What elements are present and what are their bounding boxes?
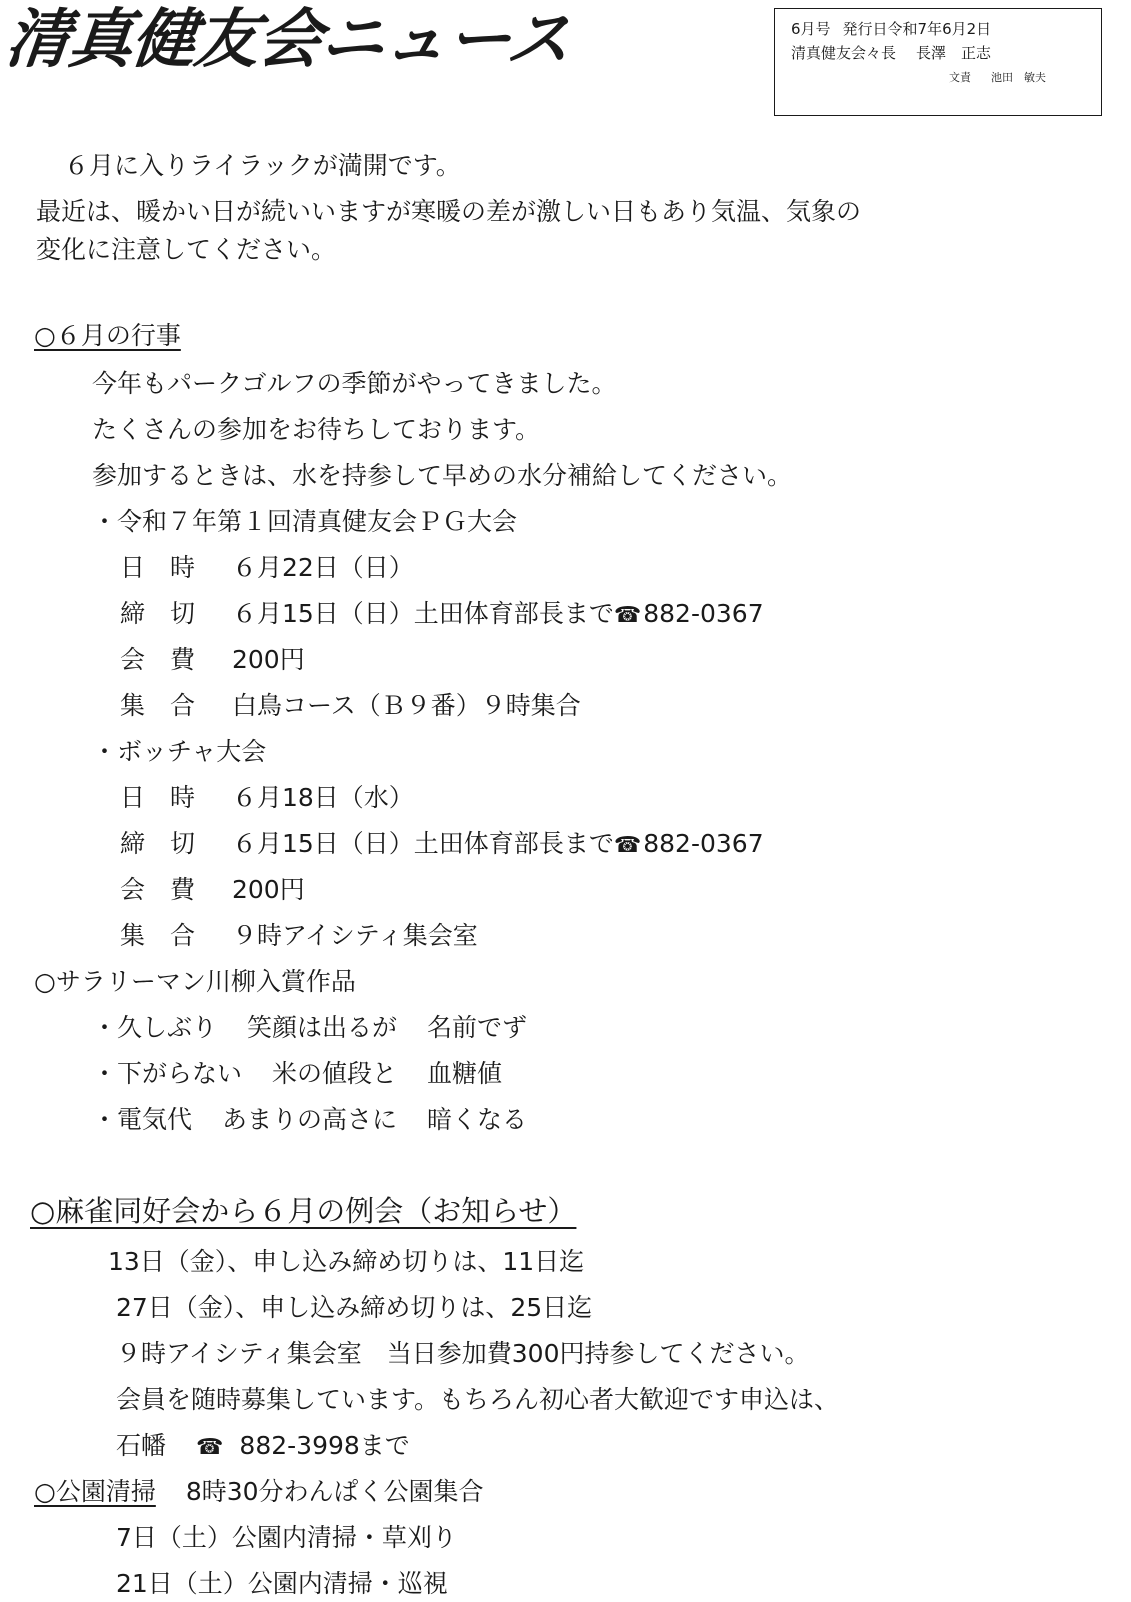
editor-line xyxy=(791,69,1101,87)
park-heading-row xyxy=(34,1479,484,1504)
bocce-phone: 882-0367 xyxy=(643,829,764,858)
pg-deadline-value: ６月15日（日）土田体育部長まで xyxy=(232,599,614,628)
senryu-phrase-2: 米の値段と xyxy=(272,1059,398,1088)
senryu-phrase-1: ・久しぶり xyxy=(92,1013,218,1042)
senryu-item xyxy=(92,1061,502,1086)
pg-date-value: ６月22日（日） xyxy=(232,553,414,582)
pg-date-row xyxy=(120,555,414,580)
pg-deadline-label: 締 切 xyxy=(120,599,196,628)
bocce-deadline-row xyxy=(120,831,764,857)
bocce-date-row xyxy=(120,785,414,810)
president-line xyxy=(791,41,1101,65)
intro-line-3: 変化に注意してください。 xyxy=(36,235,337,264)
pg-meet-label: 集 合 xyxy=(120,691,196,720)
mahjong-line-2: 27日（金）、申し込み締め切りは、25日迄 xyxy=(116,1293,593,1322)
mahjong-heading: ○麻雀同好会から６月の例会（お知らせ） xyxy=(30,1194,577,1228)
telephone-icon: ☎ xyxy=(613,603,642,628)
pg-meet-row xyxy=(120,693,581,718)
mahjong-contact-phone: 882-3998まで xyxy=(239,1431,410,1460)
bocce-fee-row xyxy=(120,877,305,902)
bocce-deadline-label: 締 切 xyxy=(120,829,196,858)
pg-phone: 882-0367 xyxy=(643,599,764,628)
telephone-icon: ☎ xyxy=(196,1435,224,1460)
pg-fee-label: 会 費 xyxy=(120,645,196,674)
pg-fee-row xyxy=(120,647,305,672)
senryu-item xyxy=(92,1015,527,1040)
bocce-meet-label: 集 合 xyxy=(120,921,196,950)
pg-meet-value: 白鳥コース（Ｂ９番）９時集合 xyxy=(232,691,581,720)
mahjong-contact-row xyxy=(116,1433,410,1459)
mahjong-line-1: 13日（金）、申し込み締め切りは、11日迄 xyxy=(108,1247,585,1276)
bocce-deadline-value: ６月15日（日）土田体育部長まで xyxy=(232,829,614,858)
june-events-paragraph-1: 今年もパークゴルフの季節がやってきました。 xyxy=(92,369,617,398)
senryu-phrase-2: あまりの高さに xyxy=(222,1105,398,1134)
issue-info-box xyxy=(774,8,1102,116)
mahjong-line-4: 会員を随時募集しています。もちろん初心者大歓迎です申込は、 xyxy=(116,1385,840,1414)
issue-number: 6月号 xyxy=(791,20,831,38)
park-line-2: 21日（土）公園内清掃・巡視 xyxy=(116,1569,448,1598)
senryu-phrase-1: ・電気代 xyxy=(92,1105,193,1134)
senryu-phrase-2: 笑顔は出るが xyxy=(247,1013,398,1042)
senryu-item xyxy=(92,1107,527,1132)
june-events-paragraph-3: 参加するときは、水を持参して早めの水分補給してください。 xyxy=(92,461,793,490)
pg-deadline-row xyxy=(120,601,764,627)
issue-date: 発行日令和7年6月2日 xyxy=(842,20,992,38)
pg-tournament-title: ・令和７年第１回清真健友会ＰＧ大会 xyxy=(92,507,518,536)
bocce-date-value: ６月18日（水） xyxy=(232,783,414,812)
senryu-phrase-3: 名前でず xyxy=(427,1013,528,1042)
park-line-1: 7日（土）公園内清掃・草刈り xyxy=(116,1523,457,1552)
bocce-date-label: 日 時 xyxy=(120,783,196,812)
intro-line-1: ６月に入りライラックが満開です。 xyxy=(64,151,461,180)
masthead-title: 清真健友会ニュース xyxy=(2,3,574,77)
senryu-phrase-1: ・下がらない xyxy=(92,1059,243,1088)
pg-fee-value: 200円 xyxy=(232,645,305,674)
editor-name: 池田 敏夫 xyxy=(991,71,1046,84)
bocce-fee-label: 会 費 xyxy=(120,875,196,904)
senryu-phrase-3: 暗くなる xyxy=(427,1105,528,1134)
editor-title: 文責 xyxy=(949,71,971,84)
park-heading: ○公園清掃 xyxy=(34,1477,156,1506)
bocce-meet-value: ９時アイシティ集会室 xyxy=(232,921,478,950)
telephone-icon: ☎ xyxy=(613,833,642,858)
bocce-fee-value: 200円 xyxy=(232,875,305,904)
park-heading-note: 8時30分わんぱく公園集合 xyxy=(185,1477,484,1506)
president-name: 長澤 正志 xyxy=(916,44,992,62)
president-title: 清真健友会々長 xyxy=(791,44,897,62)
mahjong-line-3: ９時アイシティ集会室 当日参加費300円持参してください。 xyxy=(116,1339,810,1368)
june-events-paragraph-2: たくさんの参加をお待ちしております。 xyxy=(92,415,541,444)
june-events-heading: ○６月の行事 xyxy=(34,321,181,350)
bocce-title: ・ボッチャ大会 xyxy=(92,737,267,766)
intro-line-2: 最近は、暖かい日が続いいますが寒暖の差が激しい日もあり気温、気象の xyxy=(36,197,862,226)
senryu-heading: ○サラリーマン川柳入賞作品 xyxy=(34,967,356,996)
mahjong-contact-name: 石幡 xyxy=(116,1431,167,1460)
issue-line xyxy=(791,17,1101,41)
bocce-meet-row xyxy=(120,923,478,948)
senryu-phrase-3: 血糖値 xyxy=(427,1059,503,1088)
pg-date-label: 日 時 xyxy=(120,553,196,582)
